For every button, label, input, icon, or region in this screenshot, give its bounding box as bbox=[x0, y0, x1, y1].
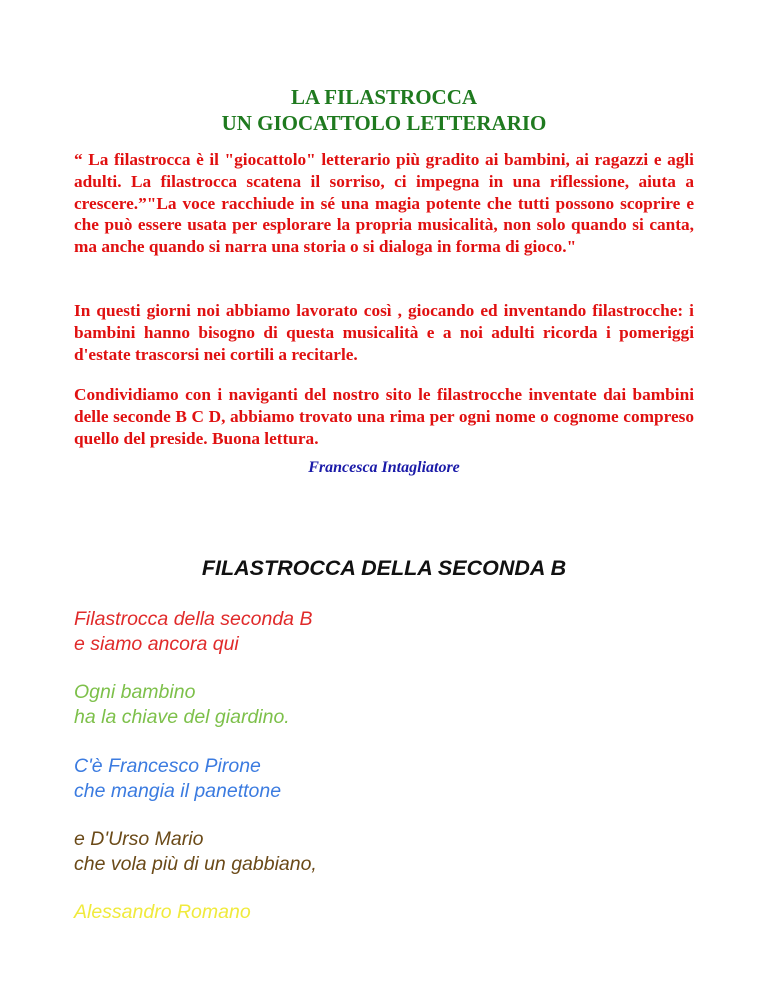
document-title-line2: UN GIOCATTOLO LETTERARIO bbox=[221, 111, 547, 135]
poem-title: FILASTROCCA DELLA SECONDA B bbox=[201, 556, 567, 580]
intro-paragraph-quote: “ La filastrocca è il "giocattolo" letterario più gradito ai bambini, ai ragazzi e agli adulti. La filastrocca scatena il sorriso, ci impegna in una riflessione, aiuta a crescere.”"La voce racchiude in sé una magia potente che tutti possono scoprire e che può essere usata per esplorare la propria musicalità, non solo quando si canta, ma anche quando si narra una storia o si dialoga in forma di gioco." bbox=[74, 150, 694, 257]
poem-stanza bbox=[74, 754, 694, 803]
poem-line: C'è Francesco Pirone bbox=[74, 755, 261, 777]
poem-line: ha la chiave del giardino. bbox=[74, 705, 290, 728]
poem-line: Filastrocca della seconda B bbox=[74, 608, 313, 630]
poem-line: e D'Urso Mario bbox=[74, 828, 204, 850]
poem-stanza bbox=[74, 827, 694, 876]
document-title-line1: LA FILASTROCCA bbox=[290, 85, 478, 109]
poem-line: Alessandro Romano bbox=[74, 901, 251, 923]
poem-stanza bbox=[74, 680, 694, 729]
intro-paragraph-work: In questi giorni noi abbiamo lavorato così , giocando ed inventando filastrocche: i bambini hanno bisogno di questa musicalità e a noi adulti ricorda i pomeriggi d'estate trascorsi nei cortili a recitarle. bbox=[74, 301, 694, 364]
poem-line: che vola più di un gabbiano, bbox=[74, 852, 317, 875]
intro-paragraph-share: Condividiamo con i naviganti del nostro sito le filastrocche inventate dai bambini delle seconde B C D, abbiamo trovato una rima per ogni nome o cognome compreso quello del preside. Buona lettura. bbox=[74, 385, 694, 448]
poem-line: Ogni bambino bbox=[74, 681, 196, 703]
poem-stanza bbox=[74, 607, 694, 656]
poem-stanza bbox=[74, 900, 694, 925]
author-signature: Francesca Intagliatore bbox=[308, 459, 460, 476]
poem-line: che mangia il panettone bbox=[74, 779, 282, 802]
poem-line: e siamo ancora qui bbox=[74, 632, 239, 655]
